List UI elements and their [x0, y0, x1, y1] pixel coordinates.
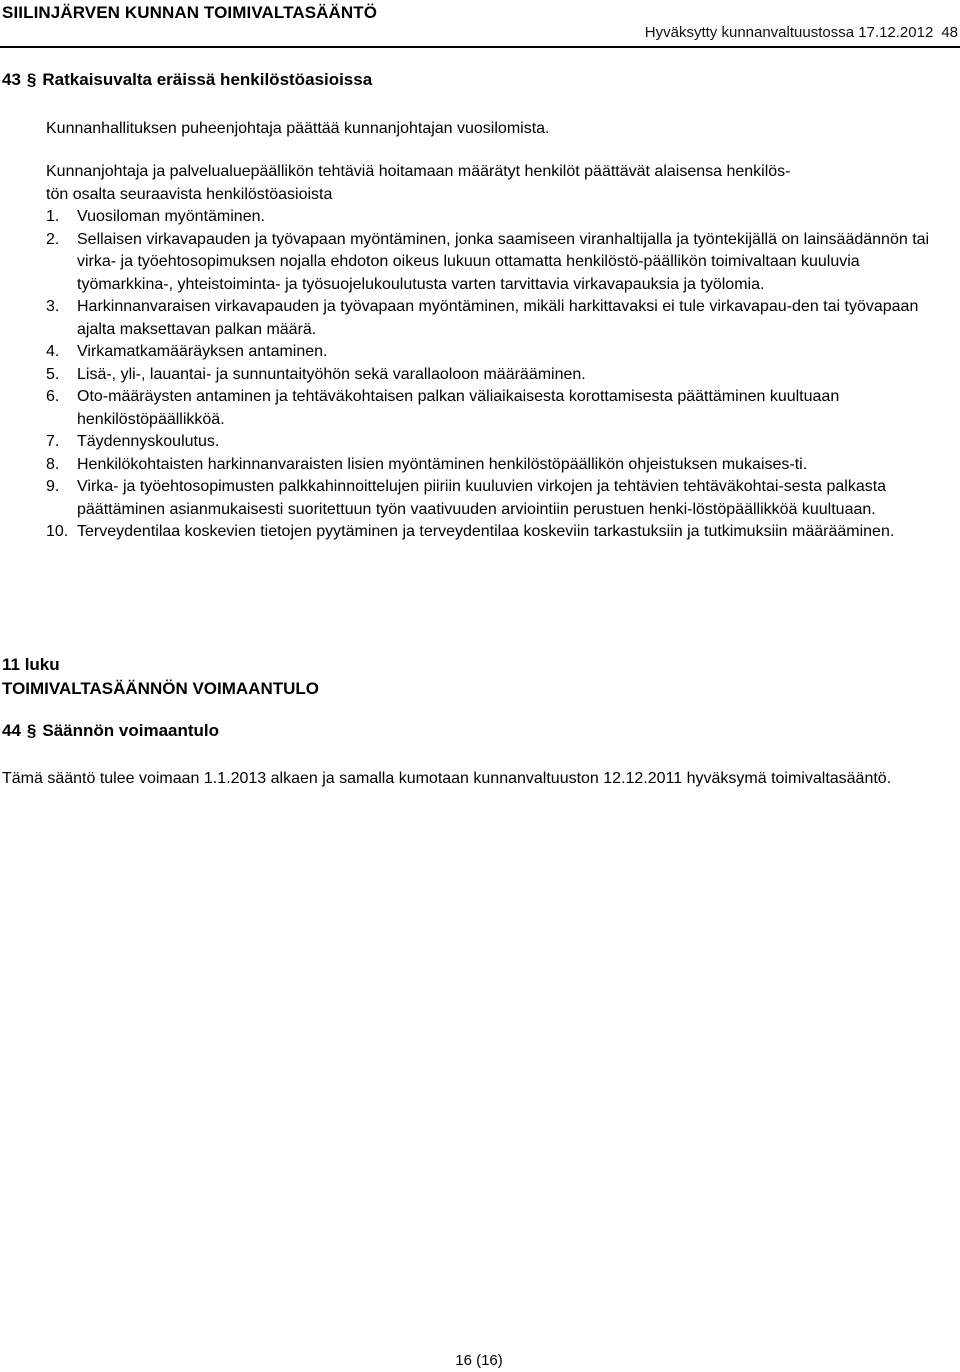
section-number: 43 — [2, 70, 21, 89]
list-item — [46, 476, 958, 521]
document-title: SIILINJÄRVEN KUNNAN TOIMIVALTASÄÄNTÖ — [2, 3, 378, 22]
list-item-number: 7. — [46, 433, 60, 450]
list-item — [46, 206, 958, 229]
list-item-number: 3. — [46, 298, 60, 315]
section-43-heading — [2, 70, 372, 90]
list-item — [46, 296, 958, 341]
list-item — [46, 431, 958, 454]
page-number: 48 — [941, 24, 958, 41]
page-footer — [0, 1352, 960, 1369]
closing-paragraph: Tämä sääntö tulee voimaan 1.1.2013 alkaen ja samalla kumotaan kunnanvaltuuston 12.12.2011 hyväksymä toimivaltasääntö. — [2, 770, 892, 787]
list-item-number: 5. — [46, 365, 60, 383]
paragraph-intro-line-1: Kunnanjohtaja ja palvelualuepäällikön tehtäviä hoitamaan määrätyt henkilöt päättävät alaisensa henkilös- — [46, 163, 791, 180]
list-item-text: Henkilökohtaisten harkinnanvaraisten lisien myöntäminen henkilöstöpäällikön ohjeistuksen mukaises-ti. — [77, 455, 808, 473]
list-item-number: 1. — [46, 208, 60, 225]
list-item-number: 2. — [46, 230, 60, 248]
list-item-text: Virkamatkamääräyksen antaminen. — [77, 343, 328, 360]
list-item-number: 8. — [46, 455, 60, 473]
section-title: Säännön voimaantulo — [42, 721, 220, 740]
list-item — [46, 454, 958, 477]
list-item — [46, 229, 958, 297]
list-item-text: Virka- ja työehtosopimusten palkkahinnoittelujen piiriin kuuluvien virkojen ja tehtävien tehtäväkohtai-sesta palkasta päättäminen asianmukaisesti suoritettuun työn vaativuuden arviointiin perustuen henki-löstöpäällikköä kuultuaan. — [77, 478, 887, 518]
list-item-text: Terveydentilaa koskevien tietojen pyytäminen ja terveydentilaa koskeviin tarkastuksiin ja tutkimuksiin määrääminen. — [77, 523, 895, 540]
decision-list — [46, 206, 958, 544]
section-number: 44 — [2, 721, 21, 740]
list-item-text: Sellaisen virkavapauden ja työvapaan myöntäminen, jonka saamiseen viranhaltijalla ja työntekijällä on lainsäädännön tai virka- ja työehtosopimuksen nojalla ehdoton oikeus lukuun ottamatta henkilöstö-päällikön toimivaltaan kuuluvia työmarkkina-, yhteistoiminta- ja työsuojelukoulutusta varten tarvittavia virkavapauksia ja työlomia. — [77, 230, 930, 293]
section-symbol: § — [26, 70, 37, 89]
approval-text: Hyväksytty kunnanvaltuustossa 17.12.2012 — [644, 24, 934, 41]
list-item-number: 6. — [46, 388, 60, 405]
section-44-heading — [2, 721, 219, 741]
list-item-number: 4. — [46, 343, 60, 360]
header-divider — [0, 46, 960, 48]
section-symbol: § — [26, 721, 37, 740]
chapter-heading — [2, 653, 319, 701]
list-item — [46, 364, 958, 387]
list-item — [46, 386, 958, 431]
approval-info — [645, 24, 958, 41]
list-item-text: Harkinnanvaraisen virkavapauden ja työvapaan myöntäminen, mikäli harkittavaksi ei tule virkavapau-den tai työvapaan ajalta maksettavan palkan määrä. — [77, 298, 919, 338]
list-item-number: 10. — [46, 523, 69, 540]
list-item-text: Täydennyskoulutus. — [77, 433, 220, 450]
list-item — [46, 521, 958, 544]
chapter-title: TOIMIVALTASÄÄNNÖN VOIMAANTULO — [2, 679, 319, 698]
footer-page-indicator: 16 (16) — [455, 1352, 503, 1369]
list-item-text: Lisä-, yli-, lauantai- ja sunnuntaityöhön sekä varallaoloon määrääminen. — [77, 365, 586, 383]
paragraph-intro-line-2: tön osalta seuraavista henkilöstöasioista — [46, 185, 333, 203]
page-header — [0, 0, 960, 48]
list-item — [46, 341, 958, 364]
paragraph-chairman: Kunnanhallituksen puheenjohtaja päättää kunnanjohtajan vuosilomista. — [46, 120, 550, 137]
list-item-text: Oto-määräysten antaminen ja tehtäväkohtaisen palkan väliaikaisesta korottamisesta päättäminen kuultuaan henkilöstöpäällikköä. — [77, 388, 840, 428]
paragraph-intro — [46, 161, 958, 206]
list-item-number: 9. — [46, 478, 60, 495]
chapter-number: 11 luku — [2, 655, 60, 674]
list-item-text: Vuosiloman myöntäminen. — [77, 208, 265, 225]
section-title: Ratkaisuvalta eräissä henkilöstöasioissa — [42, 70, 373, 89]
